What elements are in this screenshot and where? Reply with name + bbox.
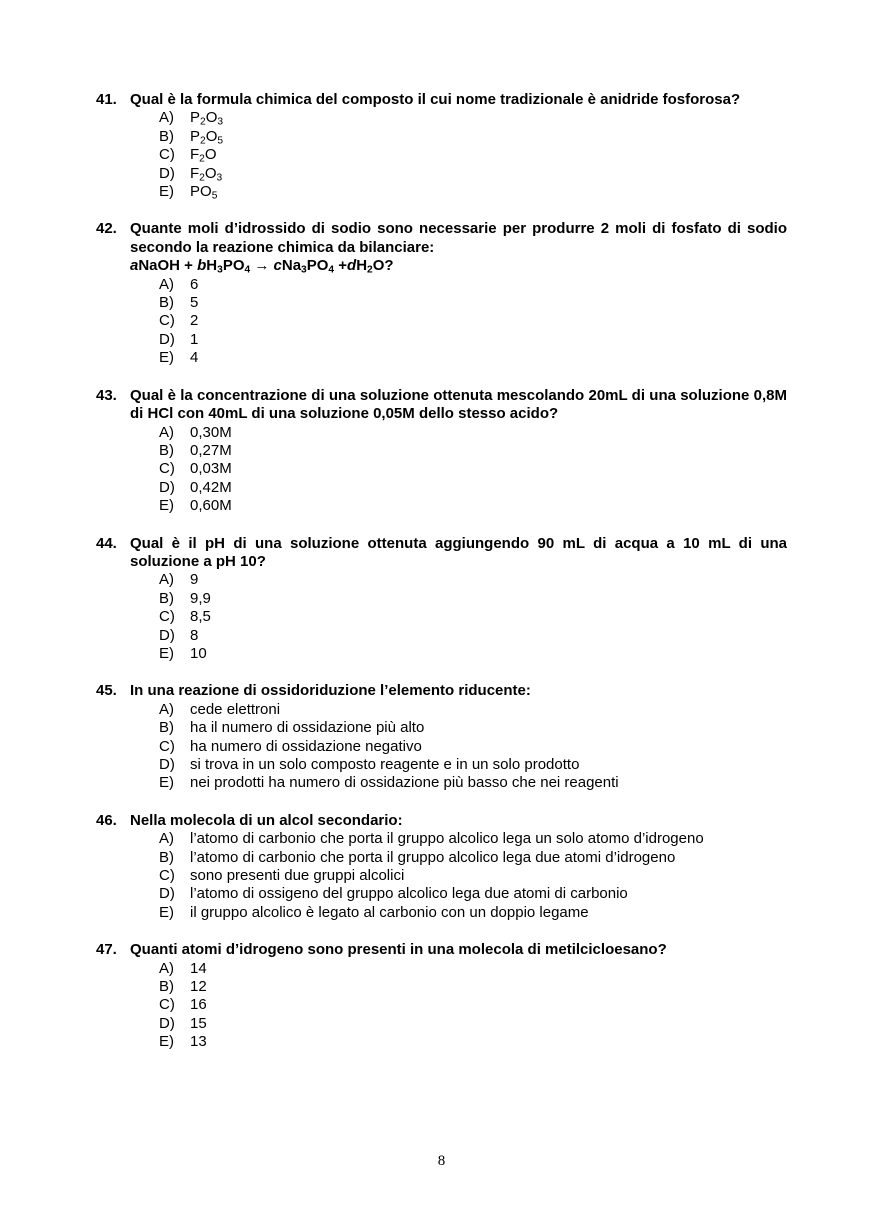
option-letter: D) xyxy=(159,478,175,496)
question-block xyxy=(96,91,787,201)
answer-option xyxy=(130,571,787,589)
answer-option xyxy=(130,756,787,774)
question-list xyxy=(96,91,787,1071)
option-text: 12 xyxy=(190,978,207,996)
question-block xyxy=(96,812,787,922)
option-text: 6 xyxy=(190,275,199,293)
answer-option xyxy=(130,460,787,478)
option-text: ha il numero di ossidazione più alto xyxy=(190,719,425,737)
answer-option xyxy=(130,608,787,626)
option-list xyxy=(130,424,787,516)
question-block xyxy=(96,387,787,516)
question-prompt: Nella molecola di un alcol secondario: xyxy=(130,811,403,829)
answer-option xyxy=(130,442,787,460)
option-list xyxy=(130,276,787,368)
question-body xyxy=(130,941,787,1051)
option-text: 0,30M xyxy=(190,423,232,441)
option-text: 8 xyxy=(190,626,199,644)
question-body xyxy=(130,387,787,516)
answer-option xyxy=(130,276,787,294)
answer-option xyxy=(130,830,787,848)
question-prompt: Qual è la concentrazione di una soluzione ottenuta mescolando 20mL di una soluzione 0,8M di HCl con 40mL di una soluzione 0,05M dello stesso acido? xyxy=(130,386,787,423)
option-text: $PO_5$ xyxy=(190,183,218,202)
option-list xyxy=(130,830,787,922)
option-letter: D) xyxy=(159,626,175,644)
option-text: nei prodotti ha numero di ossidazione più basso che nei reagenti xyxy=(190,774,619,792)
option-text: $P_2O_5$ xyxy=(190,127,224,147)
option-letter: B) xyxy=(159,719,174,737)
option-text: si trova in un solo composto reagente e in un solo prodotto xyxy=(190,756,580,773)
answer-option xyxy=(130,904,787,922)
option-text: 1 xyxy=(190,330,199,348)
option-text: 0,42M xyxy=(190,478,232,496)
option-list xyxy=(130,960,787,1052)
answer-option xyxy=(130,109,787,127)
answer-option xyxy=(130,867,787,885)
question-block xyxy=(96,682,787,792)
option-letter: A) xyxy=(159,959,174,977)
answer-option xyxy=(130,849,787,867)
answer-option xyxy=(130,312,787,330)
option-letter: B) xyxy=(159,848,174,866)
option-text: 5 xyxy=(190,294,199,312)
option-letter: C) xyxy=(159,312,175,330)
option-letter: D) xyxy=(159,756,175,773)
option-list xyxy=(130,571,787,663)
option-letter: A) xyxy=(159,109,174,127)
option-letter: B) xyxy=(159,294,174,312)
option-letter: C) xyxy=(159,608,175,626)
option-letter: C) xyxy=(159,867,175,885)
question-body xyxy=(130,220,787,367)
option-text: 9 xyxy=(190,571,199,589)
answer-option xyxy=(130,294,787,312)
option-letter: B) xyxy=(159,589,174,607)
answer-option xyxy=(130,479,787,497)
option-text: 15 xyxy=(190,1014,207,1032)
question-number: 41. xyxy=(96,91,117,108)
question-number: 44. xyxy=(96,534,117,552)
question-prompt: In una reazione di ossidoriduzione l’elemento riducente: xyxy=(130,682,531,700)
answer-option xyxy=(130,996,787,1014)
option-letter: B) xyxy=(159,441,174,459)
answer-option xyxy=(130,424,787,442)
option-text: 8,5 xyxy=(190,608,211,626)
question-prompt: Quante moli d’idrossido di sodio sono necessarie per produrre 2 moli di fosfato di sodio secondo la reazione chimica da bilanciare: aNaOH + $bH_3PO_4 \to cNa_3PO_4 +dH_2O$? xyxy=(130,220,787,276)
option-text: l’atomo di carbonio che porta il gruppo alcolico lega un solo atomo d’idrogeno xyxy=(190,830,704,848)
option-letter: E) xyxy=(159,349,174,367)
question-block xyxy=(96,941,787,1051)
option-text: 0,03M xyxy=(190,460,232,478)
answer-option xyxy=(130,627,787,645)
answer-option xyxy=(130,349,787,367)
option-text: 10 xyxy=(190,644,207,662)
question-number: 42. xyxy=(96,220,117,238)
answer-option xyxy=(130,183,787,201)
option-text: 14 xyxy=(190,959,207,977)
question-block xyxy=(96,220,787,367)
option-letter: E) xyxy=(159,1033,174,1051)
option-letter: D) xyxy=(159,1014,175,1032)
option-text: 9,9 xyxy=(190,589,211,607)
option-letter: C) xyxy=(159,737,175,755)
answer-option xyxy=(130,1033,787,1051)
option-text: 13 xyxy=(190,1033,207,1051)
answer-option xyxy=(130,978,787,996)
option-letter: E) xyxy=(159,183,174,201)
option-text: cede elettroni xyxy=(190,700,281,718)
option-letter: A) xyxy=(159,423,174,441)
question-block xyxy=(96,535,787,664)
option-text: $F_2O$ xyxy=(190,146,217,165)
option-text: l’atomo di ossigeno del gruppo alcolico lega due atomi di carbonio xyxy=(190,885,628,903)
answer-option xyxy=(130,774,787,792)
option-text: $P_2O_3$ xyxy=(190,109,224,128)
question-prompt: Qual è il pH di una soluzione ottenuta aggiungendo 90 mL di acqua a 10 mL di una soluzione a pH 10? xyxy=(130,534,787,570)
answer-option xyxy=(130,885,787,903)
option-letter: C) xyxy=(159,996,175,1014)
question-body xyxy=(130,91,787,201)
answer-option xyxy=(130,719,787,737)
option-letter: C) xyxy=(159,146,175,164)
option-text: 0,60M xyxy=(190,497,232,515)
question-number: 43. xyxy=(96,386,117,404)
question-prompt: Qual è la formula chimica del composto il cui nome tradizionale è anidride fosforosa? xyxy=(130,91,741,108)
option-letter: A) xyxy=(159,830,174,848)
option-text: 4 xyxy=(190,349,199,367)
page-number: 8 xyxy=(437,1153,446,1169)
answer-option xyxy=(130,331,787,349)
option-text: l’atomo di carbonio che porta il gruppo alcolico lega due atomi d’idrogeno xyxy=(190,848,676,866)
option-letter: B) xyxy=(159,978,174,996)
option-letter: E) xyxy=(159,497,174,515)
answer-option xyxy=(130,738,787,756)
option-letter: D) xyxy=(159,330,175,348)
option-letter: D) xyxy=(159,885,175,903)
option-text: il gruppo alcolico è legato al carbonio con un doppio legame xyxy=(190,903,589,921)
answer-option xyxy=(130,146,787,164)
option-list xyxy=(130,109,787,201)
option-text: $F_2O_3$ xyxy=(190,164,223,184)
question-body xyxy=(130,535,787,664)
option-letter: E) xyxy=(159,903,174,921)
answer-option xyxy=(130,1015,787,1033)
question-body xyxy=(130,812,787,922)
option-letter: E) xyxy=(159,644,174,662)
option-text: 16 xyxy=(190,996,207,1014)
question-number: 46. xyxy=(96,811,117,829)
page-footer xyxy=(96,1152,787,1170)
option-letter: E) xyxy=(159,774,174,792)
answer-option xyxy=(130,701,787,719)
option-letter: A) xyxy=(159,700,174,718)
answer-option xyxy=(130,497,787,515)
option-text: sono presenti due gruppi alcolici xyxy=(190,867,405,885)
option-letter: A) xyxy=(159,571,174,589)
option-text: 2 xyxy=(190,312,199,330)
option-text: 0,27M xyxy=(190,441,232,459)
question-number: 47. xyxy=(96,941,117,959)
option-list xyxy=(130,701,787,793)
option-letter: A) xyxy=(159,275,174,293)
question-body xyxy=(130,682,787,792)
question-number: 45. xyxy=(96,682,117,700)
answer-option xyxy=(130,645,787,663)
option-letter: B) xyxy=(159,127,174,145)
answer-option xyxy=(130,165,787,183)
option-text: ha numero di ossidazione negativo xyxy=(190,737,422,755)
answer-option xyxy=(130,128,787,146)
option-letter: C) xyxy=(159,460,175,478)
option-letter: D) xyxy=(159,164,175,182)
answer-option xyxy=(130,960,787,978)
question-prompt: Quanti atomi d’idrogeno sono presenti in una molecola di metilcicloesano? xyxy=(130,941,667,959)
answer-option xyxy=(130,590,787,608)
